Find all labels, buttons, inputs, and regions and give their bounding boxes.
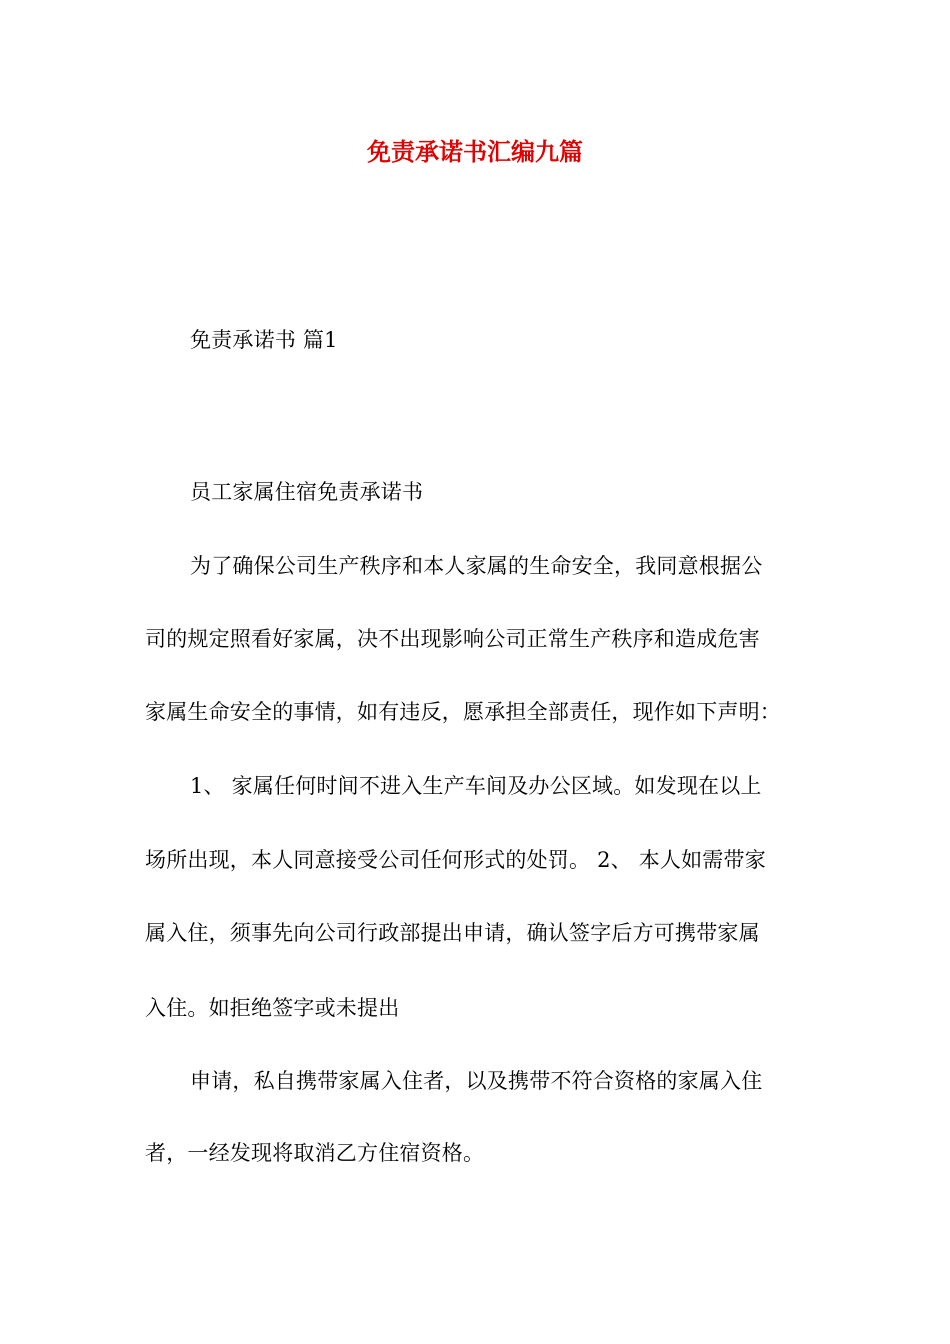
paragraph-line: 者，一经发现将取消乙方住宿资格。 [145,1141,485,1165]
paragraph-line: 家属生命安全的事情，如有违反，愿承担全部责任，现作如下声明： [145,700,781,724]
paragraph-line: 场所出现，本人同意接受公司任何形式的处罚。 2、 本人如需带家 [145,848,766,872]
paragraph-line: 司的规定照看好家属，决不出现影响公司正常生产秩序和造成危害 [145,627,760,651]
subtitle: 员工家属住宿免责承诺书 [190,480,424,504]
paragraph-line: 为了确保公司生产秩序和本人家属的生命安全，我同意根据公 [190,554,763,578]
document-title: 免责承诺书汇编九篇 [367,137,583,166]
paragraph-line: 申请，私自携带家属入住者，以及携带不符合资格的家属入住 [190,1069,763,1093]
section-heading: 免责承诺书 篇1 [190,328,338,352]
paragraph-line: 属入住，须事先向公司行政部提出申请，确认签字后方可携带家属 [145,921,760,945]
paragraph-line: 1、 家属任何时间不进入生产车间及办公区域。如发现在以上 [190,774,762,798]
paragraph-line: 入住。如拒绝签字或未提出 [145,996,400,1020]
